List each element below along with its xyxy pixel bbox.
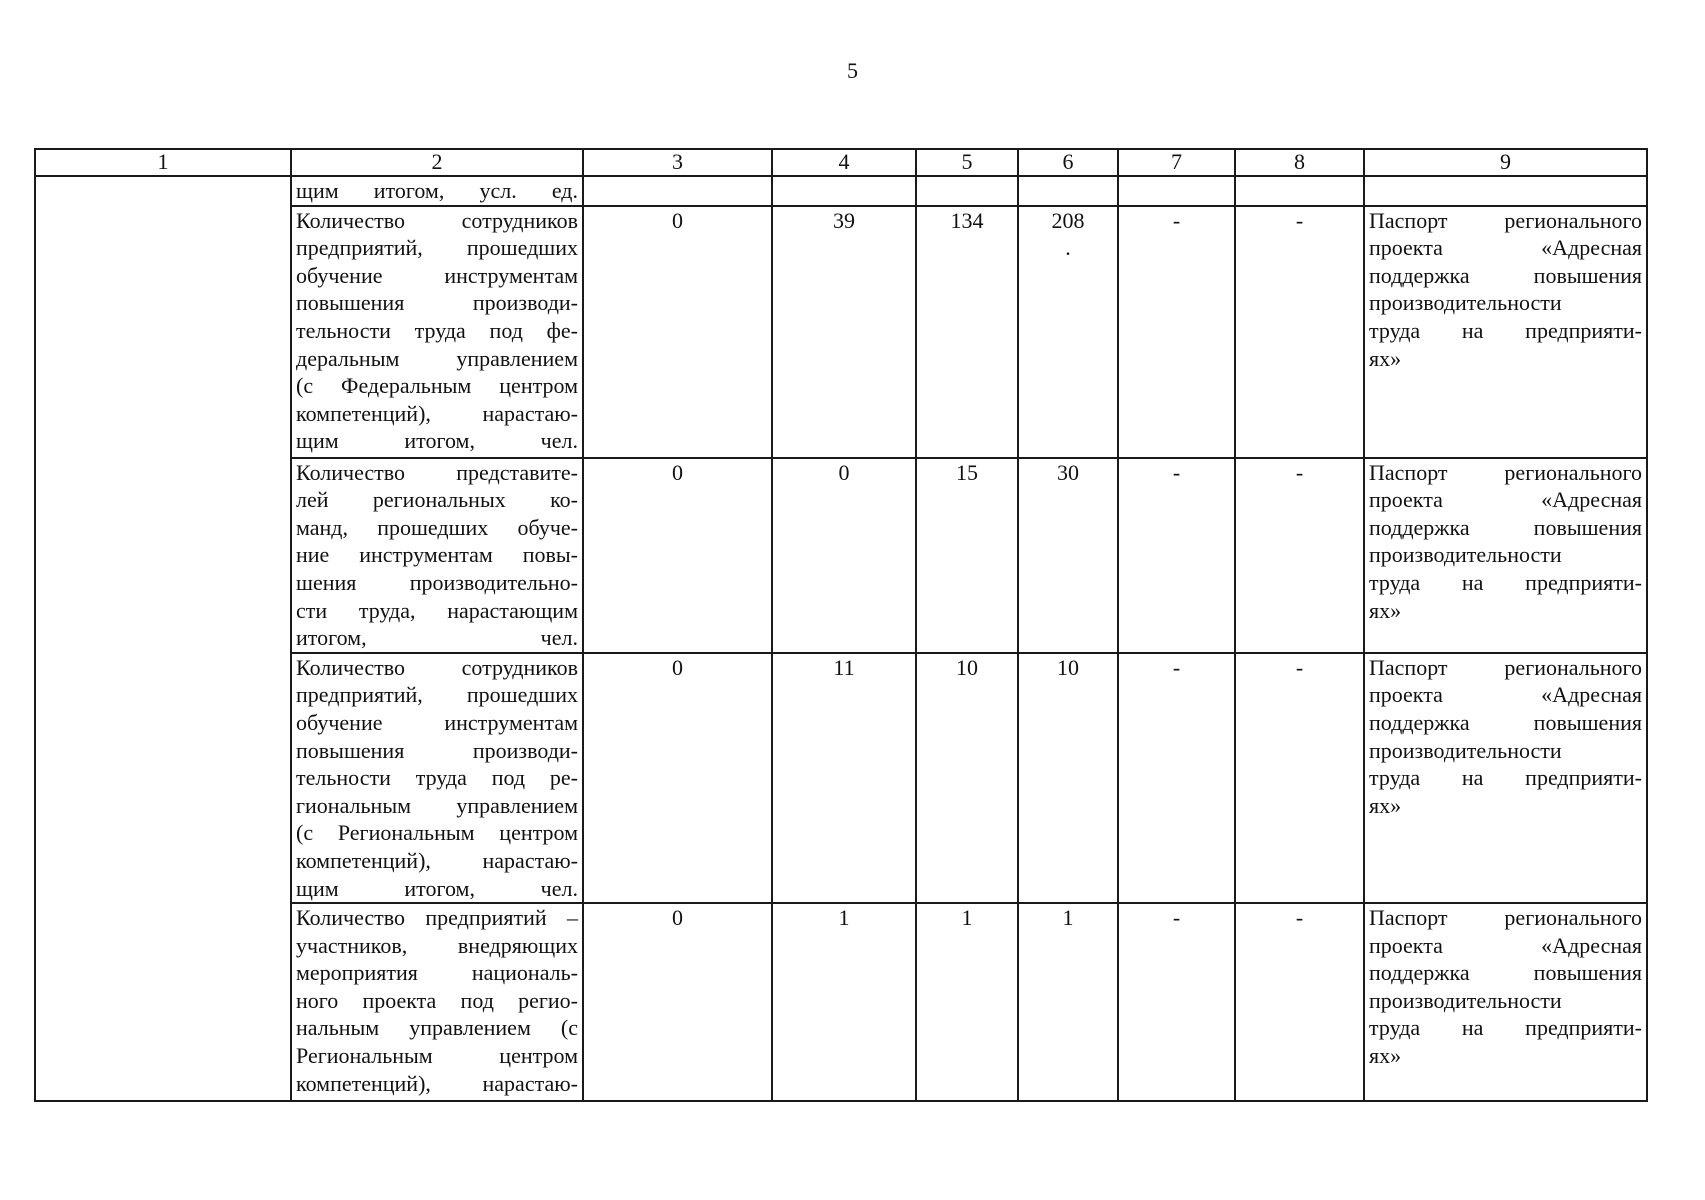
value-cell-c4 [772, 903, 916, 1101]
source-line: ях» [1369, 1043, 1402, 1069]
value-cell-c3 [583, 653, 772, 903]
indicator-line: лей региональных ко- [296, 487, 578, 513]
source-line: поддержка повышения [1369, 514, 1642, 540]
indicator-line: повышения производи- [296, 737, 578, 763]
value: 11 [833, 654, 855, 680]
source-line: ях» [1369, 345, 1402, 371]
source-line: производительности [1369, 290, 1562, 316]
source-cell [1364, 176, 1647, 206]
source-line: Паспорт регионального [1369, 207, 1642, 233]
value-cell-c6 [1018, 206, 1118, 458]
indicator-line: компетенций), нарастаю- [296, 400, 578, 426]
source-cell [1364, 653, 1647, 903]
value-cell-c6 [1018, 458, 1118, 653]
source-line: труда на предприяти- [1369, 1015, 1642, 1041]
value-cell-c3 [583, 903, 772, 1101]
source-line: поддержка повышения [1369, 262, 1642, 288]
header-cell: 7 [1118, 149, 1235, 176]
value-cell-c8 [1235, 458, 1364, 653]
value-cell-c7 [1118, 206, 1235, 458]
indicator-line: деральным управлением [296, 345, 578, 371]
value: 39 [833, 207, 855, 233]
value: 208 [1051, 207, 1085, 233]
value: 30 [1057, 459, 1079, 485]
indicator-line: Региональным центром [296, 1043, 578, 1069]
indicator-line: участников, внедряющих [296, 932, 578, 958]
source-cell [1364, 903, 1647, 1101]
header-cell: 4 [772, 149, 916, 176]
header-cell: 3 [583, 149, 772, 176]
indicator-cell [291, 903, 583, 1101]
category-cell [35, 176, 291, 1101]
table-header-row [35, 149, 1647, 176]
source-line: труда на предприяти- [1369, 317, 1642, 343]
indicator-line: предприятий, прошедших [296, 235, 578, 261]
source-line: проекта «Адресная [1369, 932, 1642, 958]
indicator-line: предприятий, прошедших [296, 682, 578, 708]
source-line: производительности [1369, 987, 1562, 1013]
value-cell-c4 [772, 176, 916, 206]
source-line: Паспорт регионального [1369, 459, 1642, 485]
indicator-line: манд, прошедших обуче- [296, 514, 578, 540]
value-cell-c3 [583, 176, 772, 206]
indicator-line: мероприятия националь- [296, 960, 578, 986]
indicators-table [34, 148, 1648, 1102]
value-cell-c8 [1235, 903, 1364, 1101]
source-line: Паспорт регионального [1369, 905, 1642, 931]
header-cell: 2 [291, 149, 583, 176]
indicator-cell [291, 176, 583, 206]
source-line: проекта «Адресная [1369, 235, 1642, 261]
header-cell: 8 [1235, 149, 1364, 176]
indicator-line: Количество предприятий – [296, 905, 578, 931]
value: 1 [838, 905, 850, 931]
source-line: проекта «Адресная [1369, 487, 1642, 513]
value: 0 [672, 459, 683, 485]
value: 134 [950, 207, 984, 233]
value: - [1172, 905, 1181, 931]
source-line: проекта «Адресная [1369, 682, 1642, 708]
indicator-line: итогом, чел. [296, 625, 578, 651]
indicator-line: обучение инструментам [296, 709, 578, 735]
value: 10 [956, 654, 978, 680]
value-cell-c7 [1118, 458, 1235, 653]
value-cell-c5 [916, 653, 1018, 903]
value: - [1295, 207, 1304, 233]
indicator-line: повышения производи- [296, 290, 578, 316]
indicator-cell [291, 458, 583, 653]
value: 0 [838, 459, 850, 485]
value-cell-c8 [1235, 176, 1364, 206]
indicator-line: тельности труда под ре- [296, 765, 578, 791]
value: - [1295, 905, 1304, 931]
indicator-line: гиональным управлением [296, 792, 578, 818]
indicator-line: компетенций), нарастаю- [296, 847, 578, 873]
value-cell-c6 [1018, 653, 1118, 903]
source-cell [1364, 206, 1647, 458]
table-row [35, 176, 1647, 206]
value-cell-c7 [1118, 903, 1235, 1101]
indicator-line: ние инструментам повы- [296, 542, 578, 568]
indicator-line: щим итогом, чел. [296, 428, 578, 454]
value-cell-c5 [916, 903, 1018, 1101]
value-cell-c3 [583, 206, 772, 458]
indicator-line: ного проекта под регио- [296, 987, 578, 1013]
value: 0 [672, 905, 683, 931]
value-cell-c4 [772, 458, 916, 653]
value-cell-c7 [1118, 176, 1235, 206]
source-line: Паспорт регионального [1369, 654, 1642, 680]
value-cell-c4 [772, 653, 916, 903]
value: 0 [672, 207, 683, 233]
indicator-cell [291, 653, 583, 903]
indicator-line: (с Федеральным центром [296, 373, 578, 399]
value-cell-c7 [1118, 653, 1235, 903]
indicator-line: шения производительно- [296, 569, 578, 595]
value-cell-c5 [916, 458, 1018, 653]
source-line: труда на предприяти- [1369, 765, 1642, 791]
value: - [1172, 459, 1181, 485]
header-cell: 9 [1364, 149, 1647, 176]
indicator-line: компетенций), нарастаю- [296, 1070, 578, 1096]
source-line: производительности [1369, 542, 1562, 568]
value-cell-c6 [1018, 903, 1118, 1101]
value-cell-c8 [1235, 653, 1364, 903]
value: 15 [956, 459, 978, 485]
stray-mark: . [1065, 235, 1071, 261]
header-cell: 1 [35, 149, 291, 176]
source-line: ях» [1369, 792, 1402, 818]
indicator-line: обучение инструментам [296, 262, 578, 288]
value-cell-c5 [916, 206, 1018, 458]
value: - [1295, 459, 1304, 485]
value: - [1295, 654, 1304, 680]
value: 10 [1057, 654, 1079, 680]
source-line: производительности [1369, 737, 1562, 763]
source-cell [1364, 458, 1647, 653]
header-cell: 6 [1018, 149, 1118, 176]
page-number: 5 [847, 58, 858, 83]
source-line: труда на предприяти- [1369, 569, 1642, 595]
source-line: поддержка повышения [1369, 960, 1642, 986]
indicator-line: тельности труда под фе- [296, 317, 578, 343]
indicator-line: Количество представите- [296, 459, 578, 485]
value: 1 [961, 905, 973, 931]
value-cell-c3 [583, 458, 772, 653]
value: - [1172, 207, 1181, 233]
source-line: поддержка повышения [1369, 709, 1642, 735]
table-body [35, 176, 1647, 1101]
value-cell-c6 [1018, 176, 1118, 206]
indicator-line: щим итогом, усл. ед. [296, 178, 578, 203]
indicator-line: нальным управлением (с [296, 1015, 578, 1041]
value-cell-c8 [1235, 206, 1364, 458]
value: 0 [672, 654, 683, 680]
indicator-line: (с Региональным центром [296, 820, 578, 846]
indicator-line: Количество сотрудников [296, 207, 578, 233]
value: 1 [1062, 905, 1074, 931]
indicator-line: сти труда, нарастающим [296, 597, 578, 623]
value: - [1172, 654, 1181, 680]
value-cell-c4 [772, 206, 916, 458]
source-line: ях» [1369, 597, 1402, 623]
indicator-cell [291, 206, 583, 458]
value-cell-c5 [916, 176, 1018, 206]
indicator-line: щим итогом, чел. [296, 875, 578, 901]
header-cell: 5 [916, 149, 1018, 176]
indicator-line: Количество сотрудников [296, 654, 578, 680]
